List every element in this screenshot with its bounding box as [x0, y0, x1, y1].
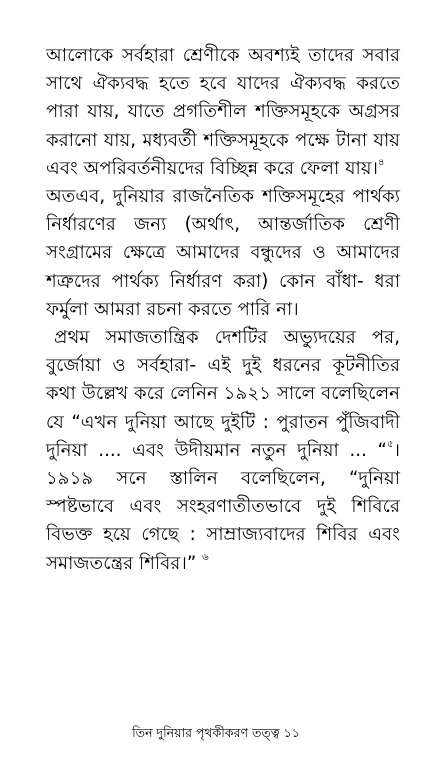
paragraph-3: [46, 324, 400, 578]
page-number: ১১: [283, 725, 300, 740]
paragraph-3-text-a: প্রথম সমাজতান্ত্রিক দেশটির অভ্যুদয়ের পর, বুর্জোয়া ও সর্বহারা- এই দুই ধরনের কূটনীতির কথা উল্লেখ করে লেনিন ১৯২১ সালে বলেছিলেন যে “এখন দুনিয়া আছে দুইটি : পুরাতন পুঁজিবাদী দুনিয়া .... এবং উদীয়মান নতুন দুনিয়া ... “: [46, 327, 400, 461]
footnote-ref-5: ৫: [386, 438, 394, 450]
running-title: তিন দুনিয়ার পৃথকীকরণ তত্ত্ব: [132, 725, 280, 740]
page-footer: [0, 725, 432, 745]
paragraph-3-text-b: । ১৯১৯ সনে স্তালিন বলেছিলেন, “দুনিয়া স্পষ্টভাবে এবং সংহরণাতীতভাবে দুই শিবিরে বিভক্ত হয়ে গেছে : সাম্রাজ্যবাদের শিবির এবং সমাজতন্ত্রের শিবির।”: [46, 439, 400, 574]
footnote-ref-6: ৬: [202, 551, 209, 563]
paragraph-1: [46, 42, 400, 183]
footnote-ref-4: ৪: [378, 156, 385, 168]
paragraph-2-text: অতএব, দুনিয়ার রাজনৈতিক শক্তিসমূহের পার্থক্য নির্ধারণের জন্য (অর্থাৎ, আন্তর্জাতিক শ্রেণী সংগ্রামের ক্ষেত্রে আমাদের বন্ধুদের ও আমাদের শত্রুদের পার্থক্য নির্ধারণ করা) কোন বাঁধা- ধরা ফর্মুলা আমরা রচনা করতে পারি না।: [46, 186, 400, 320]
paragraph-1-text: আলোকে সর্বহারা শ্রেণীকে অবশ্যই তাদের সবার সাথে ঐক্যবদ্ধ হতে হবে যাদের ঐক্যবদ্ধ করতে পারা যায়, যাতে প্রগতিশীল শক্তিসমূহকে অগ্রসর করানো যায়, মধ্যবর্তী শক্তিসমূহকে পক্ষে টানা যায় এবং অপরিবর্তনীয়দের বিচ্ছিন্ন করে ফেলা যায়।: [46, 45, 400, 179]
body-text: [46, 42, 400, 578]
paragraph-2: [46, 183, 400, 324]
